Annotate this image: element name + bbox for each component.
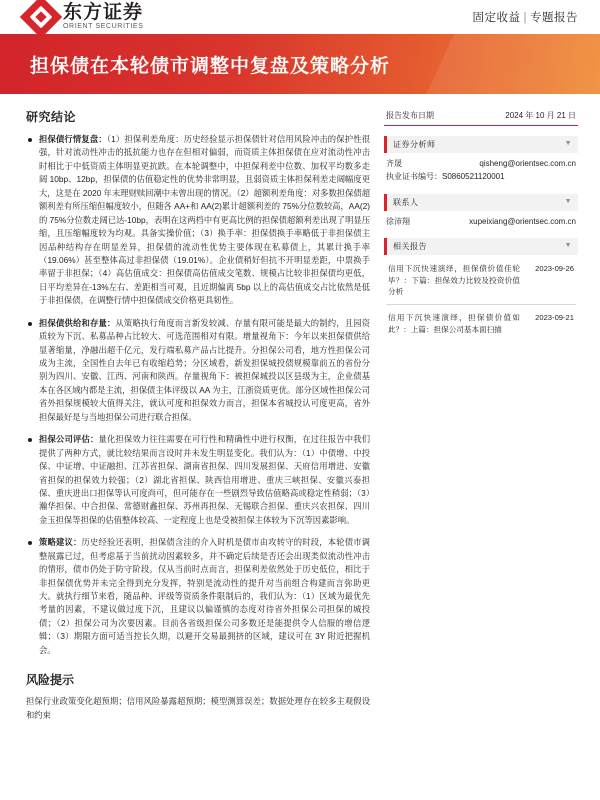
analyst-row — [386, 158, 576, 170]
page-title: 担保债在本轮债市调整中复盘及策略分析 — [30, 55, 391, 77]
bullet-text: （1）担保利差角度：历史经验显示担保债针对信用风险冲击的保护性很强，针对流动性冲击的抵抗能力也存在但相对偏弱，而资质主体担保债在应对流动性冲击时相比于中低资质主体明显更抗跌。在本轮调整中，中担保利差中位数、加权平均数多走阔 10bp、12bp，担保债的估值稳定性的优势非常明显，且弱资质主体担保利差走阔幅度更大，这是在 2020 年末理财赎回潮中未曾出现的情况。（2）超额利差角度：对多数担保债超额利差有所压缩但幅度较小，但随各 AA+和 AA(2)累计超额利差的 75%分位数较高，AA(2)的 75%分位数走阔已达-10bp，表明在这两档中有更高比例的担保债超额利差出现了明显压缩，且压缩幅度较为均观。具备实操价值；（3）换手率：担保债换手率略低于非担保债主因品种结构存在明显差异，担保债的流动性优势主要体现在私募债上，其累计换手率（19.06%）甚至整体高过非担保债（19.01%）。企业债稍好但抗不开明显差距，中票换手率留于非担保；（4）高估值成交：担保债高估值成交笔数、规模占比较非担保债均更低，日平均差异在-13%左右、差距相当可观，且近期偏离 5bp 以上的高估值成交占比依然是低于非担保债，在调整行情中担保债成交价格更具韧性。 — [39, 134, 370, 306]
title-banner — [0, 34, 600, 94]
contact-box-body — [384, 211, 578, 228]
related-report-date: 2023-09-26 — [535, 264, 574, 274]
contact-row — [386, 216, 576, 228]
sidebar-column — [378, 108, 600, 722]
list-item — [26, 433, 370, 527]
chevron-down-icon[interactable]: ▼ — [564, 140, 572, 147]
risk-text: 担保行业政策变化超预期；信用风险暴露超预期；模型测算误差；数据处理存在较多主观假设和约束 — [26, 696, 370, 720]
divider — [384, 125, 578, 126]
bullet-text: 量化担保效力往往需要在可行性和精确性中进行权衡，在过往报告中我们提供了两种方式，就比较结果而言设时并未发生明显变化。我们认为：（1）中债增、中投保、中证增、中证融担、江苏省担保、湖南省担保、四川发展担保、天府信用增进、安徽省担保的担保效力较强；（2）湖北省担保、陕西信用增进、重庆三峡担保、安徽兴泰担保、重庆进出口担保等认可度尚可，但可能存在一些剧烈导致估值略高或稳定性稍弱；（3）瀚华担保、中合担保、常德财鑫担保、苏州再担保、无锡联合担保、重庆兴农担保、四川金玉担保等担保的估值整体较高、一定程度上也是受被担保主体较为下沉等因素影响。 — [39, 434, 370, 525]
analyst-box-body — [384, 153, 578, 184]
bullet-text: 历史经验还表明，担保债含洼的介入时机是债市由攻转守的时段，本轮债市调整展露已过，但考虑基于当前扰动因素较多，并不确定后续是否还会出现类似流动性冲击的情形，债市仍处于防守阶段。仅从当前时点而言，担保利差依然处于历史低位，相比于非担保债优势并未完全得到充分发挥，特别是流动性的提升对当前组合构建而言弥助更大。就执行细节来看，随品种、评级等资质条件限制后的，我们认为：（1）区域为最优先考量的因素，不建议做过度下沉，且建议以偏谨慎的态度对待省外担保公司担保的城投债；（2）担保公司为次要因素。目前各省级担保公司多数还是能提供令人信服的增信逻辑；（3）期限方面可适当控长久期，以避开交易最拥挤的区域，建议可在 3Y 附近把握机会。 — [39, 537, 370, 655]
list-item — [26, 536, 370, 657]
page-header — [0, 0, 600, 34]
brand-logo — [0, 2, 143, 32]
header-report-type: 专题报告 — [530, 12, 578, 24]
related-reports-body — [384, 255, 578, 338]
header-separator: | — [523, 12, 527, 24]
brand-text — [63, 3, 143, 31]
main-content-column — [0, 108, 378, 722]
section-title-conclusions: 研究结论 — [26, 110, 77, 124]
bullet-lead: 担保公司评估： — [39, 434, 99, 445]
related-reports-header[interactable] — [384, 238, 578, 255]
brand-name-cn: 东方证券 — [63, 2, 144, 23]
analyst-email[interactable]: qisheng@orientsec.com.cn — [479, 159, 576, 168]
related-report-date: 2023-09-21 — [535, 313, 574, 323]
bullet-text: 从策略执行角度而言新发较减、存量有限可能是最大的制约，且园资质较为下沉、私募品种占比较大、可选范围相对有限。增量视角下：今年以来担保债供给显著缩量，净融出超千亿元，发行端私募产品占比提升。分担保公司看，地方性担保公司成为主流，全国性自去年已有收缩趋势；分区域看，新发担保城投债规模靠前五的省份分别为四川、安徽、江西、河南和陕西。存量视角下：被担保城投以区县级为主，企业债基本在各区域内都是主流，担保债主体评级以 AA 为主，江浙资质更优。部分区域性担保公司省外担保规模较大值得关注，就认可度和担保效力而言，担保本省城投认可度更高，省外担保最好是与当地担保公司进行联合担保。 — [39, 317, 370, 422]
publish-date-value: 2024 年 10 月 21 日 — [505, 111, 576, 120]
divider — [386, 304, 576, 305]
related-reports-box — [384, 238, 578, 338]
page-body — [0, 94, 600, 722]
contact-name: 徐沛翔 — [386, 216, 410, 226]
chevron-down-icon[interactable]: ▼ — [564, 242, 572, 250]
list-item[interactable] — [386, 309, 576, 338]
header-category — [473, 9, 579, 25]
conclusion-list — [26, 133, 370, 657]
contact-email[interactable]: xupeixiang@orientsec.com.cn — [469, 216, 576, 226]
publish-meta — [384, 108, 578, 125]
header-category-label: 固定收益 — [472, 12, 521, 24]
chevron-down-icon[interactable]: ▼ — [564, 197, 572, 205]
analyst-box-title: 证券分析师 — [393, 140, 436, 149]
orient-securities-logo-icon — [20, 0, 62, 38]
related-report-title[interactable]: 信用下沉快速演绎，担保债价值佳轮毕？：下篇：担保效力比较及投资价值分析 — [388, 264, 520, 296]
bullet-lead: 担保债供给和存量： — [39, 317, 116, 328]
publish-date-label: 报告发布日期 — [386, 111, 434, 120]
section-title-risk: 风险提示 — [26, 673, 75, 688]
analyst-box-header[interactable] — [384, 136, 578, 153]
analyst-name: 齐晟 — [386, 159, 402, 168]
analyst-license: 执业证书编号：S0860521120001 — [386, 172, 505, 182]
analyst-box — [384, 136, 578, 184]
list-item — [26, 317, 370, 425]
list-item — [26, 133, 370, 308]
bullet-lead: 担保债行情复盘： — [39, 134, 107, 144]
bullet-lead: 策略建议： — [39, 537, 82, 548]
contact-box-header[interactable] — [384, 194, 578, 211]
related-report-title[interactable]: 信用下沉快速演绎，担保债价值如此？：上篇：担保公司基本面扫描 — [388, 313, 520, 334]
brand-name-en: ORIENT SECURITIES — [63, 23, 144, 30]
contact-box — [384, 194, 578, 228]
list-item[interactable] — [386, 260, 576, 300]
contact-box-title: 联系人 — [393, 197, 419, 207]
related-reports-title: 相关报告 — [393, 242, 427, 252]
